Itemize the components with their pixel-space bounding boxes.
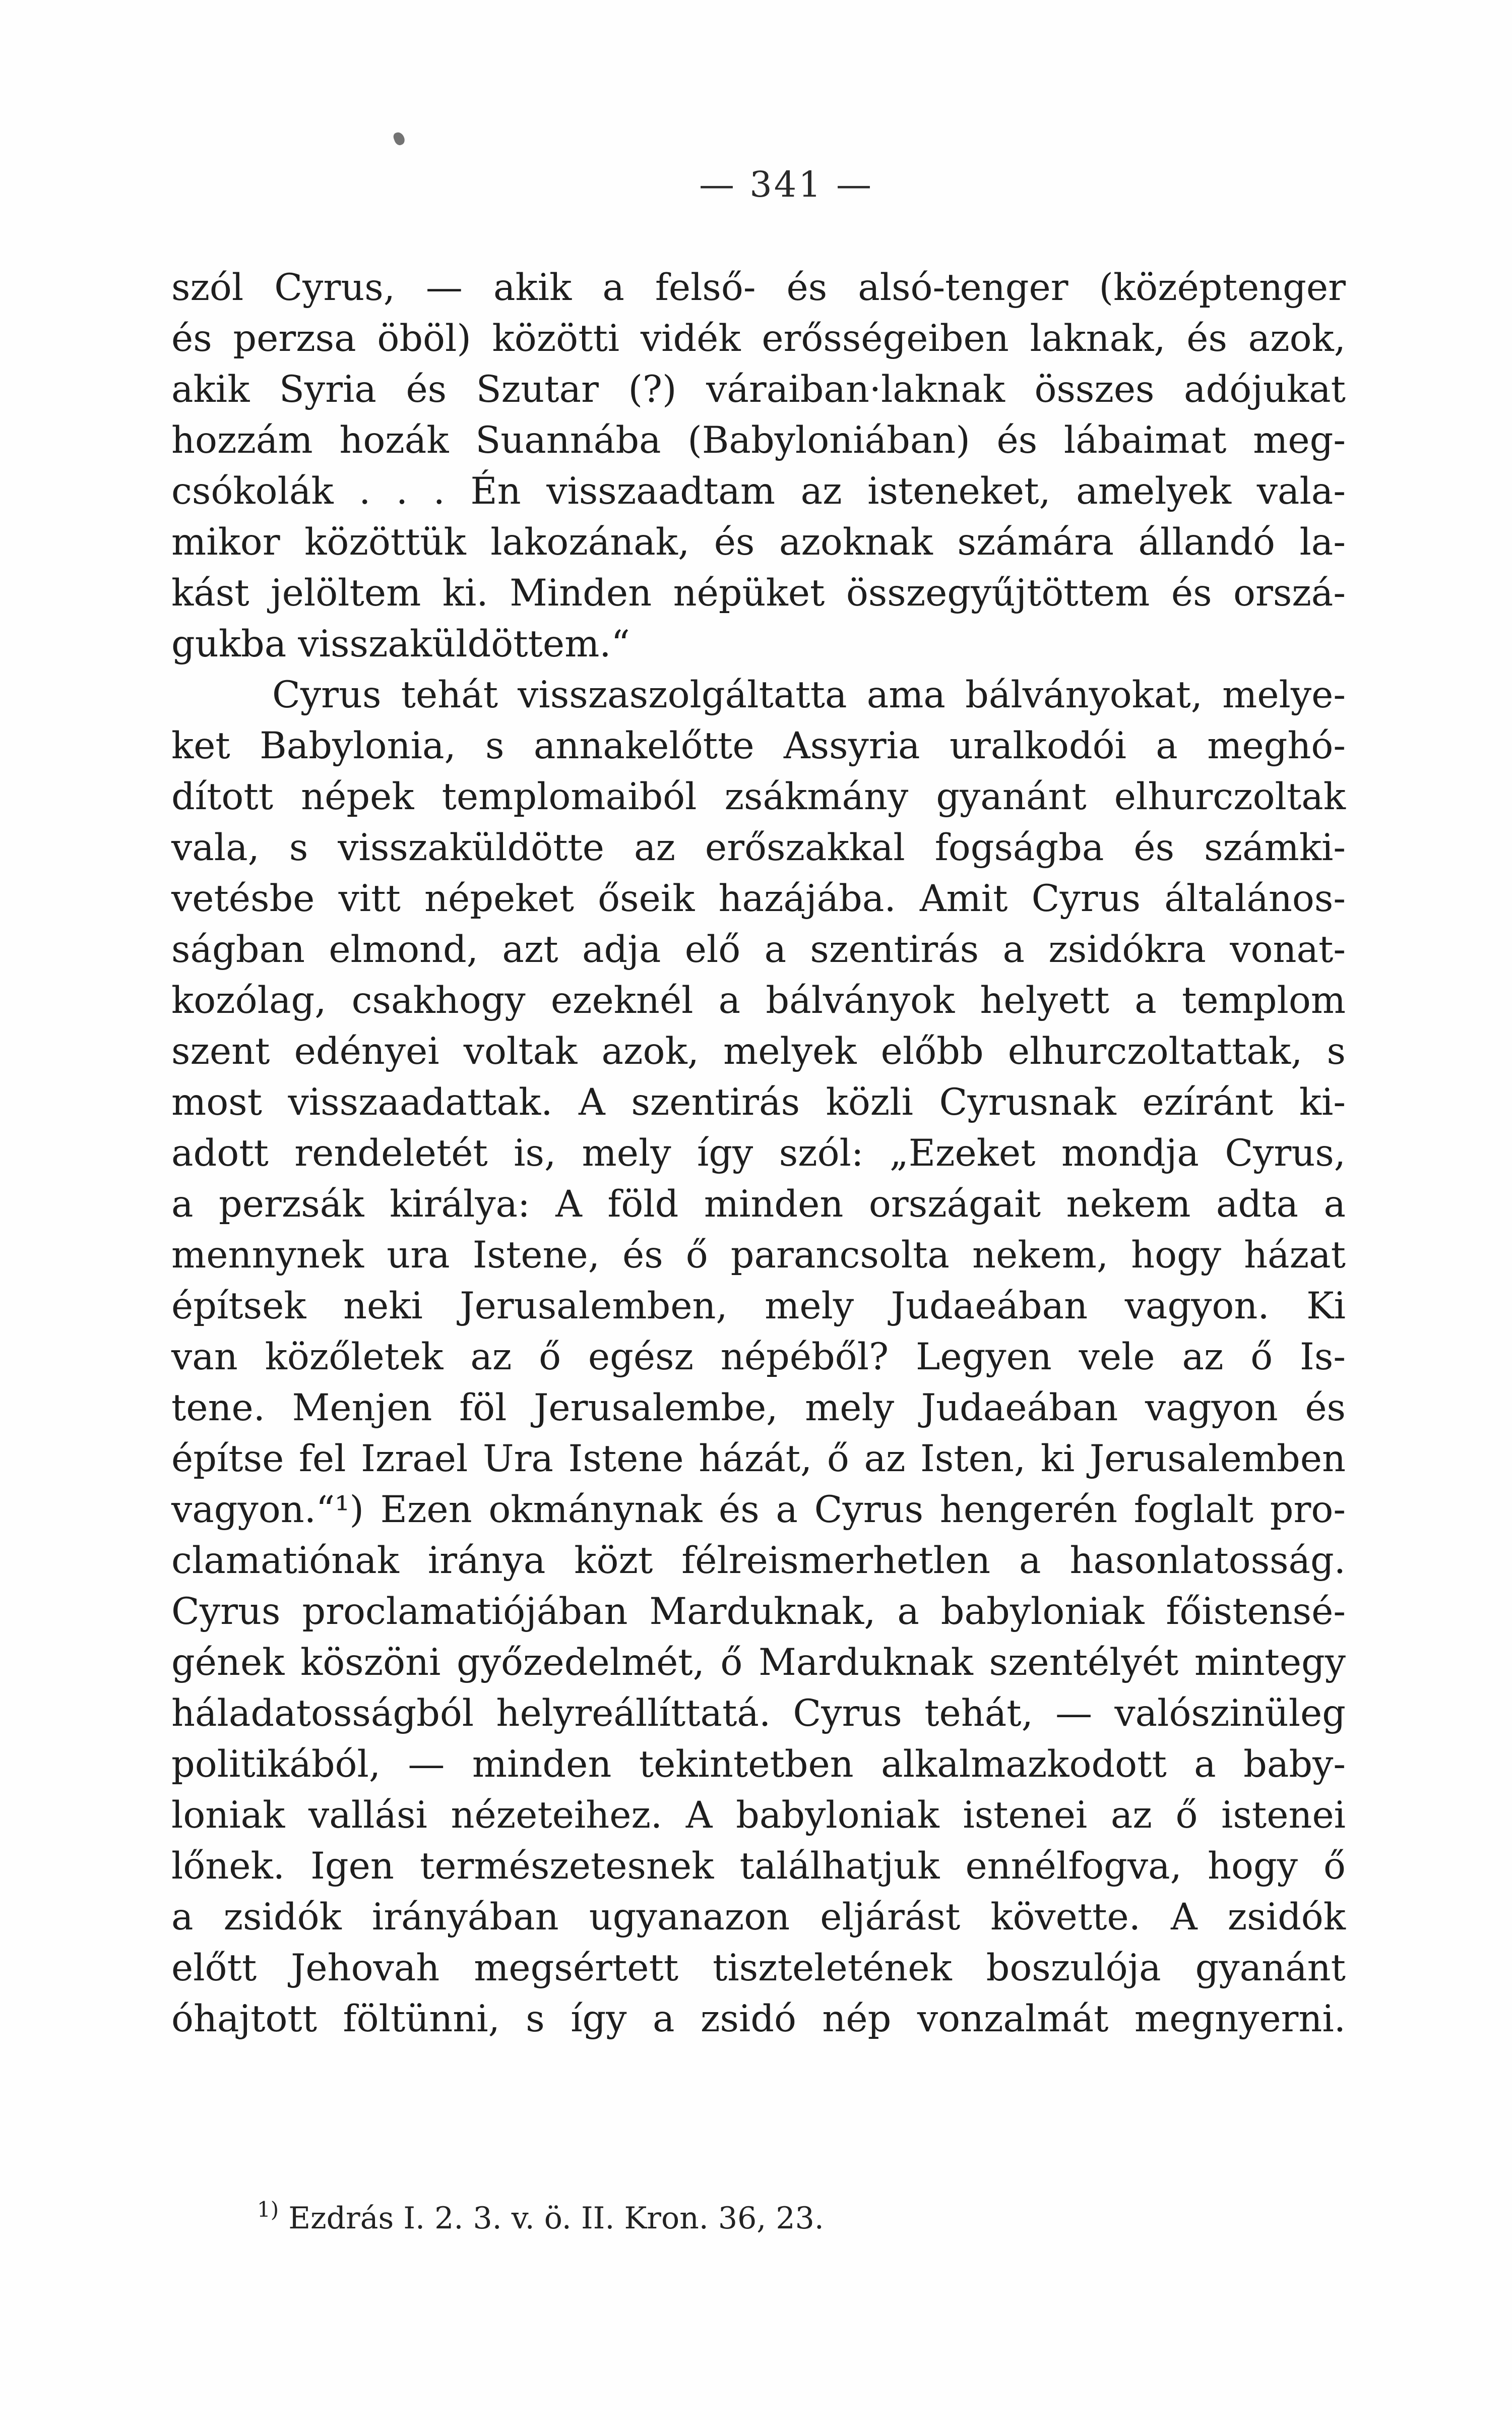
body-text xyxy=(171,262,1346,2044)
text-line: adott rendeletét is, mely így szól: „Ezeket mondja Cyrus, xyxy=(171,1132,1346,1175)
text-line: vetésbe vitt népeket őseik hazájába. Amit Cyrus általános- xyxy=(171,877,1346,920)
text-line: van közőletek az ő egész népéből? Legyen vele az ő Is- xyxy=(171,1336,1346,1378)
text-line: vala, s visszaküldötte az erőszakkal fogságba és számki- xyxy=(171,826,1346,869)
text-line: ket Babylonia, s annakelőtte Assyria uralkodói a meghó- xyxy=(171,724,1346,767)
text-line: mennynek ura Istene, és ő parancsolta nekem, hogy házat xyxy=(171,1234,1346,1277)
text-line: lőnek. Igen természetesnek találhatjuk ennélfogva, hogy ő xyxy=(171,1845,1346,1888)
text-line: a zsidók irányában ugyanazon eljárást követte. A zsidók xyxy=(171,1896,1346,1939)
text-line: kozólag, csakhogy ezeknél a bálványok helyett a templom xyxy=(171,979,1346,1022)
page-number: — 341 — xyxy=(699,164,874,205)
text-line: kást jelöltem ki. Minden népüket összegyűjtöttem és orszá- xyxy=(171,572,1346,615)
text-line-with-footnote-ref: vagyon.“¹) Ezen okmánynak és a Cyrus hengerén foglalt pro- xyxy=(171,1488,1346,1531)
text-line: óhajtott föltünni, s így a zsidó nép vonzalmát megnyerni. xyxy=(171,1998,1346,2040)
text-line: tene. Menjen föl Jerusalembe, mely Judaeában vagyon és xyxy=(171,1386,1346,1429)
text-line: ságban elmond, azt adja elő a szentirás a zsidókra vonat- xyxy=(171,928,1346,971)
text-line: gének köszöni győzedelmét, ő Marduknak szentélyét mintegy xyxy=(171,1641,1346,1684)
text-line: gukba visszaküldöttem.“ xyxy=(171,623,630,666)
text-line: építsek neki Jerusalemben, mely Judaeában vagyon. Ki xyxy=(171,1285,1346,1327)
text-line: Cyrus proclamatiójában Marduknak, a babyloniak főistensé- xyxy=(171,1590,1346,1633)
text-line: csókolák . . . Én visszaadtam az isteneket, amelyek vala- xyxy=(171,470,1346,513)
text-line: háladatosságból helyreállíttatá. Cyrus tehát, — valószinüleg xyxy=(171,1692,1346,1735)
text-line: clamatiónak iránya közt félreismerhetlen a hasonlatosság. xyxy=(171,1539,1346,1582)
text-line: előtt Jehovah megsértett tiszteletének boszulója gyanánt xyxy=(171,1947,1346,1989)
text-line: akik Syria és Szutar (?) váraiban·laknak összes adójukat xyxy=(171,368,1346,411)
text-line: dított népek templomaiból zsákmány gyanánt elhurczoltak xyxy=(171,775,1346,818)
text-line: mikor közöttük lakozának, és azoknak számára állandó la- xyxy=(171,521,1346,564)
paragraph-start-line: Cyrus tehát visszaszolgáltatta ama bálványokat, melye- xyxy=(272,674,1346,716)
text-line: építse fel Izrael Ura Istene házát, ő az Isten, ki Jerusalemben xyxy=(171,1437,1346,1480)
footnote-marker: 1) xyxy=(257,2197,279,2222)
text-line: szent edényei voltak azok, melyek előbb elhurczoltattak, s xyxy=(171,1030,1346,1073)
text-line: és perzsa öböl) közötti vidék erősségeiben laknak, és azok, xyxy=(171,317,1346,360)
text-line: hozzám hozák Suannába (Babyloniában) és lábaimat meg- xyxy=(171,419,1346,462)
text-line: loniak vallási nézeteihez. A babyloniak istenei az ő istenei xyxy=(171,1794,1346,1837)
footnote-text: Ezdrás I. 2. 3. v. ö. II. Kron. 36, 23. xyxy=(288,2201,824,2236)
footnote xyxy=(257,2198,824,2238)
text-line: most visszaadattak. A szentirás közli Cyrusnak ezíránt ki- xyxy=(171,1081,1346,1124)
text-line: a perzsák királya: A föld minden országait nekem adta a xyxy=(171,1183,1346,1226)
text-line: szól Cyrus, — akik a felső- és alsó-tenger (középtenger xyxy=(171,266,1346,309)
text-line: politikából, — minden tekintetben alkalmazkodott a baby- xyxy=(171,1743,1346,1786)
ink-spot xyxy=(392,131,406,146)
